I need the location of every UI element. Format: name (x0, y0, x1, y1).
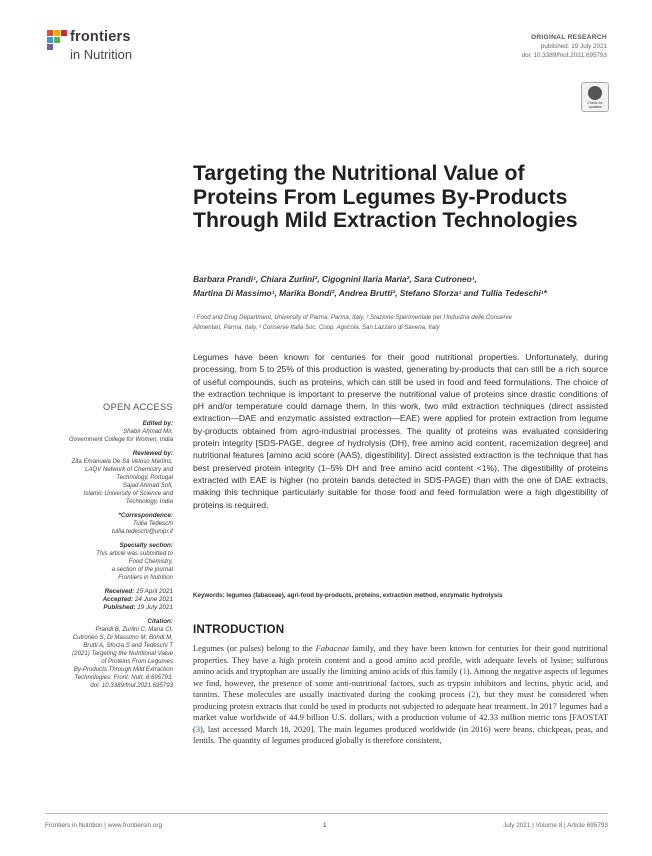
correspondence-value[interactable]: Tullia Tedeschi tullia.tedeschi@unipr.it (111, 520, 173, 535)
accepted-date (45, 596, 173, 604)
citation-label: Citation: (147, 618, 173, 625)
footer-divider (45, 813, 608, 814)
reviewed-by-value: Zita Emanuela De Sá Veloso Martins, LAQV Network of Chemistry and Technology, Portugal Sajad Ahmad Sofi, Islamic University of Science and Technology, India (71, 458, 173, 505)
affiliations (193, 313, 613, 332)
affiliation-line-2: Alimentari, Parma, Italy, ³ Conserve Italia Soc. Coop. Agricola, San Lazzaro di Savena, Italy (193, 323, 440, 331)
published-label: Published: (103, 604, 136, 611)
updates-badge-label: Check for updates (587, 101, 603, 109)
edited-by-value: Shabir Ahmad Mir, Government College for Women, India (69, 428, 173, 443)
reviewed-by-label: Reviewed by: (132, 450, 173, 457)
accepted-value: 24 June 2021 (134, 596, 173, 603)
citation-value: Prandi B, Zurlini C, Maria CI, Cutroneo S, Di Massimo M, Bondi M, Brutti A, Sforza S and Tedeschi T (2021) Targeting the Nutritional Value of Proteins From Legumes By-Products Through Mild Extraction Technologies. Front. Nutr. 8:695793. doi: 10.3389/fnut.2021.695793 (72, 626, 173, 689)
logo-frontiers-text: frontiers (70, 29, 131, 45)
open-access-label: OPEN ACCESS (103, 402, 173, 412)
reference-link-2[interactable]: 2 (471, 689, 476, 699)
published-date: published: 19 July 2021 (540, 43, 607, 50)
journal-logo[interactable] (46, 27, 186, 67)
received-label: Received: (104, 588, 135, 595)
published-date-sidebar (45, 604, 173, 612)
received-date (45, 588, 173, 596)
update-check-icon (588, 86, 602, 100)
author-list (193, 273, 613, 300)
keywords: Keywords: legumes (fabaceae), agri-food by-products, proteins, extraction method, enzymatic hydrolysis (193, 592, 503, 599)
logo-journal-text: in Nutrition (70, 47, 133, 62)
intro-text-a: Legumes (or pulses) belong to the (193, 643, 316, 653)
specialty-label: Specialty section: (119, 542, 173, 549)
received-value: 15 April 2021 (136, 588, 173, 595)
specialty-value: This article was submitted to Food Chemistry, a section of the journal Frontiers in Nutrition (96, 550, 173, 581)
intro-text-e: ), last accessed March 18, 2020]. The main legumes produced worldwide (in 2016) were beans, chickpeas, peas, and lentils. The quantity of legumes produced globally is therefore consistent, (193, 723, 608, 745)
page-number: 1 (323, 822, 327, 829)
article-type: ORIGINAL RESEARCH (530, 34, 607, 41)
intro-text-b: family, and they have been known for centuries for their good nutritional properties. They have a high protein content and a good amino acid profile, with adequate levels of lysine; sulfurous amino acids and tryptophan are usually the limiting amino acids of this family ( (193, 643, 608, 676)
frontiers-logo-icon (46, 29, 68, 51)
footer-journal-link[interactable]: Frontiers in Nutrition | www.frontiersin.org (45, 822, 163, 829)
intro-text-d: ), but they must be considered when producing protein extracts that could be used in products not subjected to adequate heat treatment. In 2017 legumes had a market value worldwide of 44.9 billion U.S. dollars, with a production volume of 42.33 million metric tons [FAOSTAT ( (193, 689, 608, 734)
doi-link[interactable]: doi: 10.3389/fnut.2021.695793 (521, 52, 607, 59)
authors-line-1[interactable]: Barbara Prandi¹, Chiara Zurlini², Cigognini Ilaria Maria², Sara Cutroneo¹, (193, 274, 477, 284)
edited-by-label: Edited by: (142, 420, 173, 427)
authors-line-2[interactable]: Martina Di Massimo¹, Marika Bondi², Andrea Brutti², Stefano Sforza¹ and Tullia Tedeschi¹* (193, 287, 547, 298)
reference-link-3[interactable]: 3 (195, 723, 201, 734)
introduction-paragraph (193, 643, 608, 747)
affiliation-line-1: ¹ Food and Drug Department, University of Parma, Parma, Italy, ² Stazione Sperimentale per l’Industria delle Conserve (193, 314, 512, 321)
check-for-updates-button[interactable] (581, 82, 609, 112)
correspondence-label: *Correspondence: (118, 512, 173, 519)
abstract-text: Legumes have been known for centuries for their good nutritional properties. Unfortunately, during processing, from 5 to 25% of this production is wasted, generating by-products that can still be a rich source of useful compounds, such as proteins, which can still be used in food and feed formulations. The choice of the extraction technique is important to preserve the nutritional value of proteins since drastic conditions of pH and/or temperature could damage them. In this work, two mild extraction techniques (direct assisted extraction—DAE and enzymatic assisted extraction—EAE) were applied for protein extraction from legume by-products obtained from agro-industrial processes. The quality of proteins was evaluated considering protein integrity [SDS-PAGE, degree of hydrolysis (DH), free amino acid content, racemization degree] and nutritional features [amino acid score (AAS), digestibility]. Direct assisted extraction is the technique that has best preserved protein integrity (1–5% DH and free amino acid content <1%), The digestibility of proteins extracted with EAE is higher (no protein bands detected in SDS-PAGE) than with the one of DAE extracts, making this technique particularly suitable for those food and feed formulation were a high digestibility of proteins is required. (193, 352, 608, 510)
article-title: Targeting the Nutritional Value of Proteins From Legumes By-Products Through Mild Extraction Technologies (193, 162, 578, 232)
published-value: 19 July 2021 (137, 604, 173, 611)
introduction-heading: INTRODUCTION (193, 623, 285, 636)
footer-issue-info: July 2021 | Volume 8 | Article 695793 (503, 822, 608, 829)
article-meta (522, 33, 607, 60)
reference-link-1[interactable]: 1 (462, 666, 467, 676)
accepted-label: Accepted: (102, 596, 134, 603)
intro-text-c: ). Among the negative aspects of legumes we find, however, the presence of some anti-nutritional factors, such as trypsin inhibitors and lectins, phytic acid, and tannins. These molecules are usually inactivated during the cooking process ( (193, 666, 608, 699)
intro-family-name: Fabaceae (315, 643, 349, 653)
article-sidebar (45, 402, 173, 690)
